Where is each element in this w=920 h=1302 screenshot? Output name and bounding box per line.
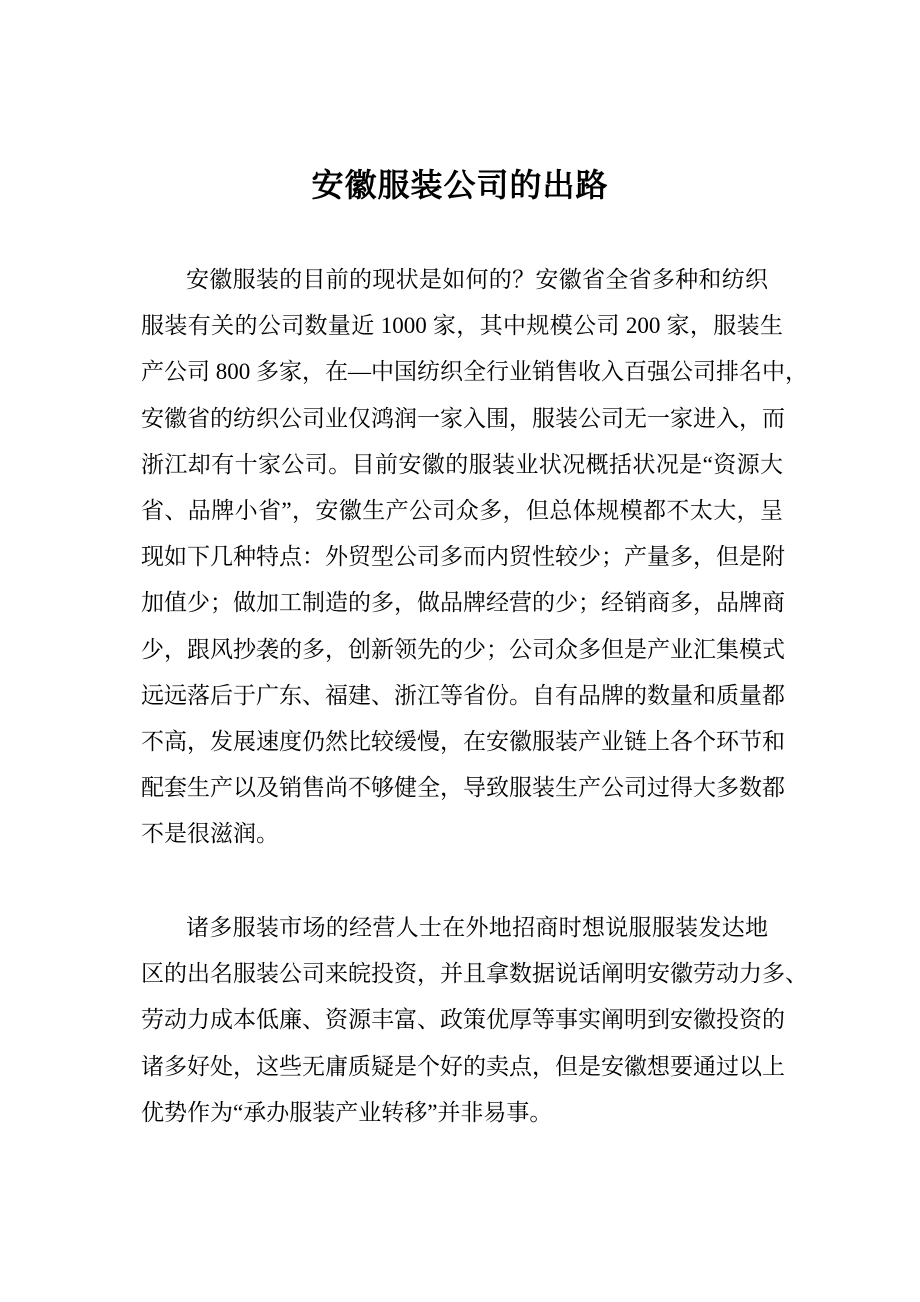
text-line: 浙江却有十家公司。目前安徽的服装业状况概括状况是“资源大: [141, 451, 783, 477]
text-line: 不是很滋润。: [141, 821, 279, 847]
text-line: 现如下几种特点：外贸型公司多而内贸性较少；产量多，但是附: [141, 544, 785, 570]
paragraph-1: [141, 257, 808, 857]
text-line: 不高，发展速度仍然比较缓慢，在安徽服装产业链上各个环节和: [141, 728, 785, 754]
text-line: 省、品牌小省”，安徽生产公司众多，但总体规模都不太大，呈: [141, 497, 783, 523]
text-line: 加值少；做加工制造的多，做品牌经营的少；经销商多，品牌商: [141, 590, 785, 616]
text-line: 安徽服装的目前的现状是如何的？安徽省全省多种和纺织: [186, 267, 768, 292]
text-line: 少，跟风抄袭的多，创新领先的少；公司众多但是产业汇集模式: [141, 636, 785, 662]
text-line: 远远落后于广东、福建、浙江等省份。自有品牌的数量和质量都: [141, 682, 785, 708]
paragraph-2: [141, 905, 808, 1136]
document-title: 安徽服装公司的出路: [311, 167, 609, 203]
text-line: 诸多服装市场的经营人士在外地招商时想说服服装发达地: [186, 915, 768, 940]
text-line: 产公司 800 多家，在—中国纺织全行业销售收入百强公司排名中，: [141, 359, 808, 385]
text-line: 服装有关的公司数量近 1000 家，其中规模公司 200 家，服装生: [141, 313, 783, 339]
text-line: 劳动力成本低廉、资源丰富、政策优厚等事实阐明到安徽投资的: [141, 1007, 785, 1033]
text-line: 优势作为“承办服装产业转移”并非易事。: [141, 1099, 553, 1125]
text-line: 安徽省的纺织公司业仅鸿润一家入围，服装公司无一家进入，而: [141, 405, 785, 431]
text-line: 配套生产以及销售尚不够健全，导致服装生产公司过得大多数都: [141, 775, 785, 801]
text-line: 区的出名服装公司来皖投资，并且拿数据说话阐明安徽劳动力多、: [141, 961, 808, 987]
text-line: 诸多好处，这些无庸质疑是个好的卖点，但是安徽想要通过以上: [141, 1053, 785, 1079]
